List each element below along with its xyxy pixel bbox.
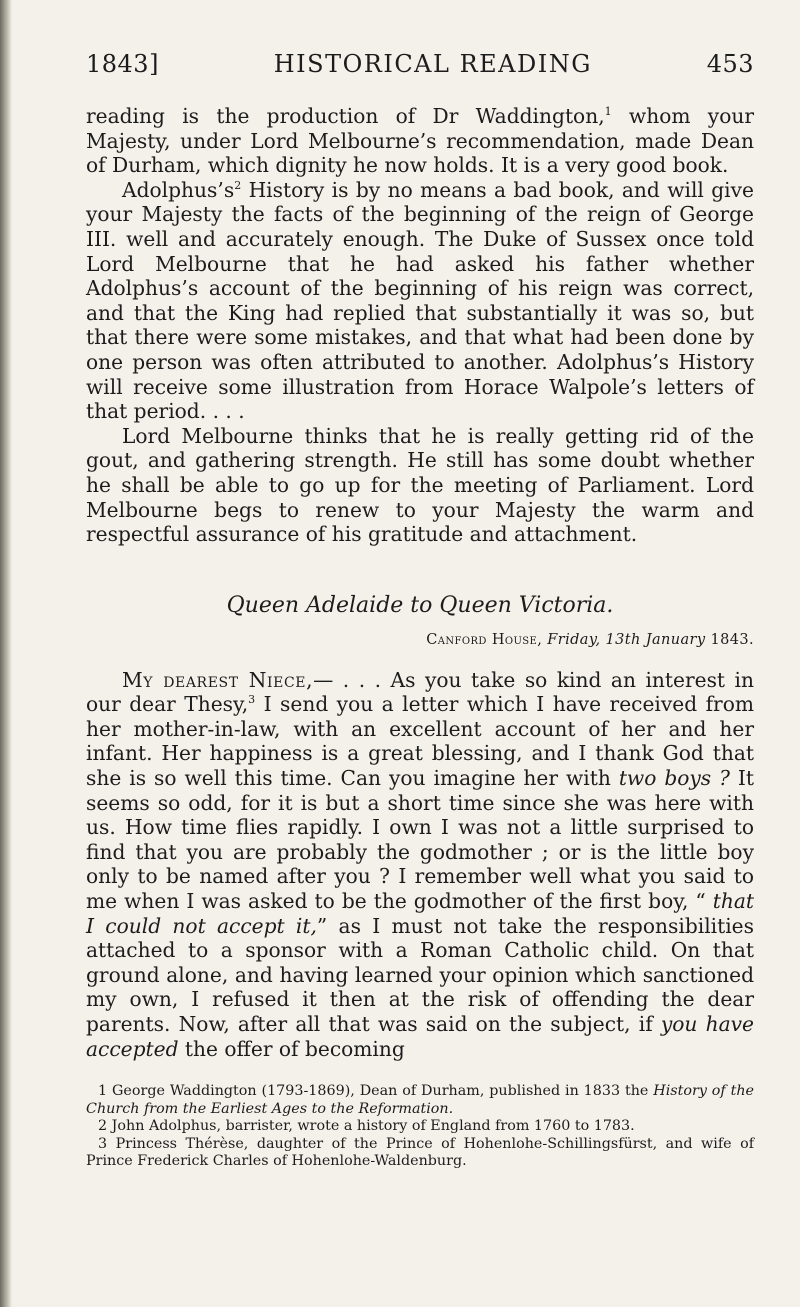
letter-dateline: Canford House, Friday, 13th January 1843. — [426, 631, 754, 648]
page-number: 453 — [706, 50, 754, 78]
footnote-ref-3: 3 — [248, 693, 256, 707]
footnote-2: 2 John Adolphus, barrister, wrote a history of England from 1760 to 1783. — [98, 1118, 635, 1135]
book-binding-edge — [0, 0, 12, 1307]
footnote-3: 3 Princess Thérèse, daughter of the Prince of Hohenlohe-Schillingsfürst, and wife of Prince Frederick Charles of Hohenlohe-Waldenburg. — [86, 1135, 755, 1170]
letter-body: My dearest Niece,— . . . As you take so kind an interest in our dear Thesy,$^3$ I send you a letter which I have received from her mother-in-law, with an excellent account of her and her infant. Her happiness is a great blessing, and I thank God that she is so well this time. Can you imagine her with two boys ? It seems so odd, for it is but a short time since she was here with us. How time flies rapidly. I own I was not a little surprised to find that you are probably the godmother ; or is the little boy only to be named after you ? I remember well what you said to me when I was asked to be the godmother of the first boy, “ that I could not accept it,” as I must not take the responsibilities attached to a sponsor with a Roman Catholic child. On that ground alone, and having learned your opinion which sanctioned my own, I refused it then at the risk of offending the dear parents. Now, after all that was said on the subject, if you have accepted the offer of becoming — [86, 667, 755, 1061]
paragraph-adolphus: $Adolphus’s^2$ History is by no means a bad book, and will give your Majesty the facts of the beginning of the reign of George III. well and accurately enough. The Duke of Sussex once told Lord Melbourne that he had asked his father whether Adolphus’s account of the beginning of his reign was correct, and that the King had replied that substantially it was so, but that there were some mistakes, and that what had been done by one person was often attributed to another. Adolphus’s History will receive some illustration from Horace Walpole’s letters of that period. . . . — [86, 177, 754, 424]
header-year: 1843] — [86, 50, 159, 78]
book-page — [86, 50, 754, 1171]
salutation: My dearest Niece, — [122, 667, 314, 692]
letter-heading: Queen Adelaide to Queen Victoria. — [226, 592, 614, 618]
footnote-ref-2: 2 — [234, 178, 242, 192]
footnote-1: 1 George Waddington (1793-1869), Dean of Durham, published in 1833 the History of the Church from the Earliest Ages to the Reformation. — [86, 1083, 755, 1117]
paragraph-waddington: reading is the production of Dr Waddington,$^1$ whom your Majesty, under Lord Melbourne’s recommendation, made Dean of Durham, which dignity he now holds. It is a very good book. — [86, 104, 755, 178]
running-header — [86, 50, 754, 78]
paragraph-melbourne-gout: Lord Melbourne thinks that he is really getting rid of the gout, and gathering strength. He still has some doubt whether he shall be able to go up for the meeting of Parliament. Lord Melbourne begs to renew to your Majesty the warm and respectful assurance of his gratitude and attachment. — [86, 423, 754, 547]
footnote-ref-1: 1 — [604, 105, 612, 118]
header-title: HISTORICAL READING — [273, 50, 592, 78]
footnotes — [86, 1083, 754, 1171]
